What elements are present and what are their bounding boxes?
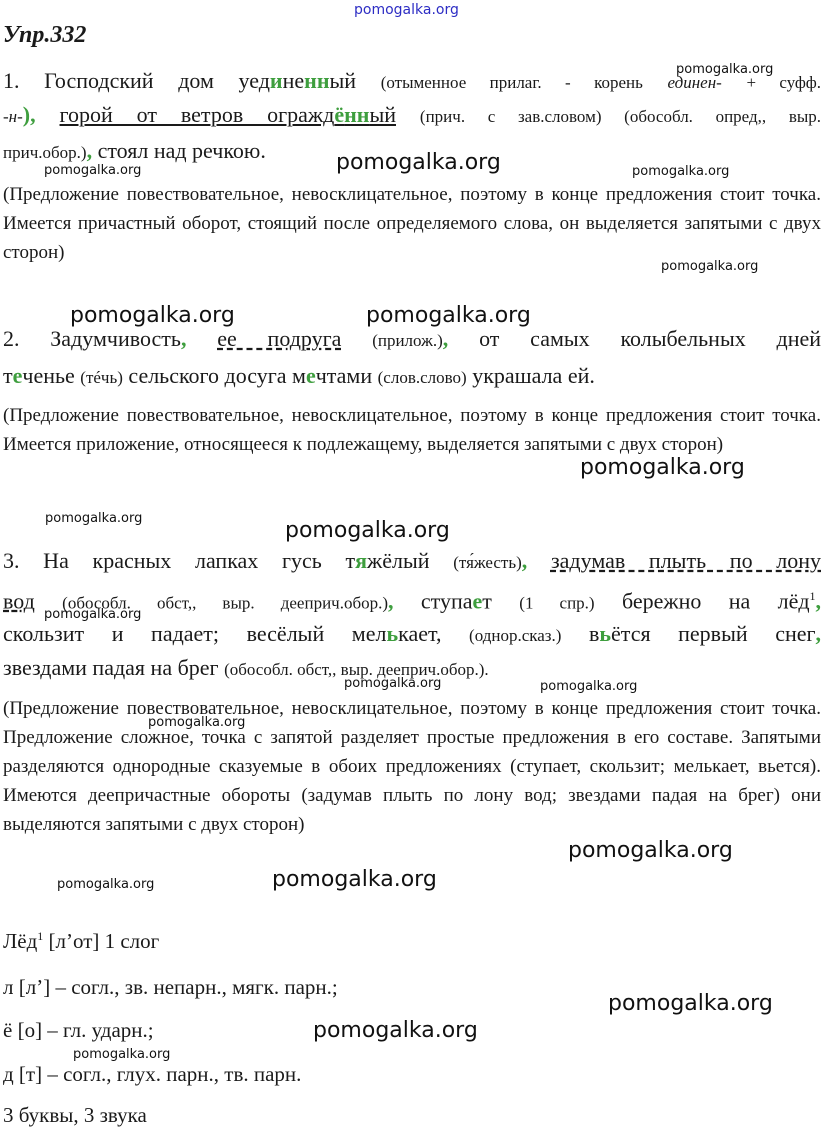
watermark: pomogalka.org — [148, 715, 246, 730]
watermark: pomogalka.org — [57, 877, 155, 892]
sentence-3-line-1: 3. На красных лапках гусь тяжёлый (тя́жесть), задумав плыть по лону — [3, 548, 821, 573]
watermark: pomogalka.org — [676, 62, 774, 77]
phonetic-line-yo: ё [о] – гл. ударн.; — [3, 1018, 154, 1042]
exercise-title: Упр.332 — [3, 22, 87, 48]
watermark: pomogalka.org — [354, 2, 459, 18]
watermark: pomogalka.org — [45, 511, 143, 526]
sentence-3-line-4: звездами падая на брег (обособл. обст,, выр. дееприч.обор.). — [3, 655, 489, 680]
sentence-1-line-2: -н-), горой от ветров ограждённый (прич. с зав.словом) (обособл. опред,, выр. — [3, 102, 822, 127]
watermark: pomogalka.org — [366, 303, 531, 328]
watermark: pomogalka.org — [661, 259, 759, 274]
sentence-2-line-1: 2. Задумчивость, ее подруга (прилож.), от самых колыбельных дней — [3, 326, 822, 351]
watermark: pomogalka.org — [44, 163, 142, 178]
watermark: pomogalka.org — [70, 303, 235, 328]
watermark: pomogalka.org — [608, 991, 773, 1016]
watermark: pomogalka.org — [73, 1047, 171, 1062]
watermark: pomogalka.org — [272, 867, 437, 892]
watermark: pomogalka.org — [632, 164, 730, 179]
sentence-2-explanation: (Предложение повествовательное, невосклицательное, поэтому в конце предложения стоит точка. Имеется приложение, относящееся к подлежащему, выделяется запятыми с двух сторон) — [3, 405, 821, 455]
sentence-1-line-1: 1. Господский дом уединенный (отыменное прилаг. - корень единен- + суфф. — [3, 68, 822, 93]
sentence-1-explanation: (Предложение повествовательное, невосклицательное, поэтому в конце предложения стоит точка. Имеется причастный оборот, стоящий после определяемого слова, он выделяется запятыми с двух сторон) — [3, 184, 821, 263]
watermark: pomogalka.org — [568, 838, 733, 863]
watermark: pomogalka.org — [580, 455, 745, 480]
watermark: pomogalka.org — [336, 150, 501, 175]
watermark: pomogalka.org — [344, 676, 442, 691]
watermark: pomogalka.org — [44, 607, 142, 622]
phonetic-heading: Лёд$^1$ [л’от] 1 слог — [3, 929, 160, 953]
watermark: pomogalka.org — [313, 1018, 478, 1043]
sentence-3-line-3: скользит и падает; весёлый мелькает, (однор.сказ.) вьётся первый снег, — [3, 621, 822, 646]
sentence-2-line-2: теченье (тéчь) сельского досуга мечтами (слов.слово) украшала ей. — [3, 363, 595, 388]
watermark: pomogalka.org — [540, 679, 638, 694]
sentence-3-line-2: вод (обособл. обст,, выр. дееприч.обор.), ступает (1 спр.) бережно на лёд$^1$, — [3, 588, 822, 614]
phonetic-line-d: д [т] – согл., глух. парн., тв. парн. — [3, 1062, 302, 1086]
phonetic-line-l: л [л’] – согл., зв. непарн., мягк. парн.; — [3, 975, 338, 999]
sentence-3-explanation: (Предложение повествовательное, невосклицательное, поэтому в конце предложения стоит точка. Предложение сложное, точка с запятой разделяет простые предложения в его составе. Запятыми разделяются однородные сказуемые в обоих предложениях (ступает, скользит; мелькает, вьется). Имеются деепричастные обороты (задумав плыть по лону вод; звездами падая на брег) они выделяются запятыми с двух сторон) — [3, 698, 821, 835]
watermark: pomogalka.org — [285, 518, 450, 543]
phonetic-summary: 3 буквы, 3 звука — [3, 1103, 147, 1127]
sentence-1-line-3: прич.обор.), стоял над речкою. — [3, 138, 266, 163]
